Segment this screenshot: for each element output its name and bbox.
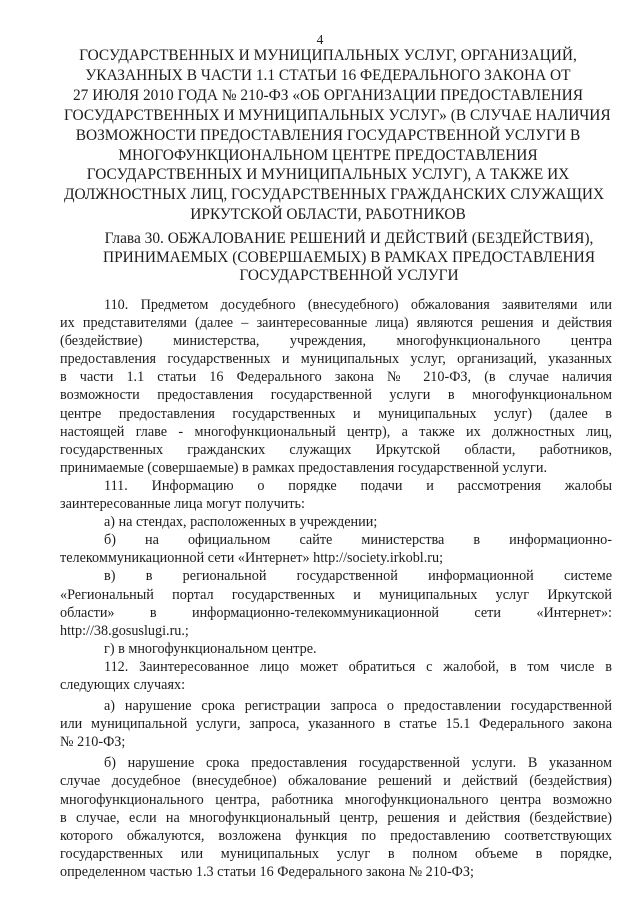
paragraph-110-line: 110. Предметом досудебного (внесудебного) обжалования заявителями или bbox=[104, 297, 612, 313]
list-item-a: № 210-ФЗ; bbox=[60, 734, 126, 751]
heading-line: ГОСУДАРСТВЕННЫХ И МУНИЦИПАЛЬНЫХ УСЛУГ, ОРГАНИЗАЦИЙ, bbox=[79, 47, 577, 64]
list-item-a: а) на стендах, расположенных в учреждении; bbox=[104, 514, 378, 531]
list-item-b: государственных или муниципальных услуг в полном объеме в порядке, bbox=[60, 845, 612, 862]
list-item-b: случае досудебное (внесудебное) обжалование решений и действий (бездействия) bbox=[60, 773, 612, 790]
heading-line: ИРКУТСКОЙ ОБЛАСТИ, РАБОТНИКОВ bbox=[190, 206, 466, 224]
list-item-v: области» в информационно-телекоммуникационной сети «Интернет»: bbox=[60, 604, 612, 621]
list-item-a: а) нарушение срока регистрации запроса о предоставлении государственной bbox=[104, 698, 612, 715]
paragraph-110-line: принимаемые (совершаемые) в рамках предоставления государственной услуги. bbox=[60, 459, 548, 476]
chapter-title-line: ГОСУДАРСТВЕННОЙ УСЛУГИ bbox=[239, 267, 459, 285]
paragraph-110-line: государственных гражданских служащих Иркутской области, работников, bbox=[60, 441, 612, 458]
heading-line: ДОЛЖНОСТНЫХ ЛИЦ, ГОСУДАРСТВЕННЫХ ГРАЖДАНСКИХ СЛУЖАЩИХ bbox=[64, 186, 605, 204]
list-item-v: «Региональный портал государственных и муниципальных услуг Иркутской bbox=[60, 586, 612, 603]
paragraph-112-line: следующих случаях: bbox=[60, 676, 186, 693]
list-item-b: которого обжалуются, возложена функция по предоставлению соответствующих bbox=[60, 827, 612, 844]
list-item-g: г) в многофункциональном центре. bbox=[104, 640, 317, 657]
paragraph-110-line: предоставления государственных и муниципальных услуг, организаций, указанных bbox=[60, 351, 612, 368]
paragraph-110-line: (бездействие) министерства, учреждения, многофункционального центра bbox=[60, 333, 612, 350]
page-number: 4 bbox=[316, 32, 324, 47]
paragraph-111-line: заинтересованные лица могут получить: bbox=[60, 496, 305, 513]
list-item-a: или муниципальной услуги, запроса, указанного в статье 15.1 Федерального закона bbox=[60, 716, 612, 733]
body-text bbox=[60, 296, 612, 881]
list-item-b: в случае, если на многофункциональный центр, решения и действия (бездействие) bbox=[60, 809, 612, 826]
heading-line: УКАЗАННЫХ В ЧАСТИ 1.1 СТАТЬИ 16 ФЕДЕРАЛЬНОГО ЗАКОНА ОТ bbox=[85, 66, 571, 84]
list-item-b: б) на официальном сайте министерства в информационно- bbox=[104, 532, 612, 549]
paragraph-110-line: их представителями (далее – заинтересованные лица) являются решения и действия bbox=[60, 315, 612, 332]
paragraph-111-line: 111. Информацию о порядке подачи и рассмотрения жалобы bbox=[104, 477, 612, 494]
heading-line: ГОСУДАРСТВЕННЫХ И МУНИЦИПАЛЬНЫХ УСЛУГ), А ТАКЖЕ ИХ bbox=[86, 166, 570, 184]
list-item-v: в) в региональной государственной информационной системе bbox=[104, 568, 612, 585]
paragraph-110-line: в части 1.1 статьи 16 Федерального закона № 210-ФЗ, (в случае наличия bbox=[60, 369, 612, 386]
list-item-b: определенном частью 1.3 статьи 16 Федерального закона № 210-ФЗ; bbox=[60, 863, 474, 880]
heading-line: МНОГОФУНКЦИОНАЛЬНОМ ЦЕНТРЕ ПРЕДОСТАВЛЕНИЯ bbox=[118, 146, 538, 164]
heading-line: ГОСУДАРСТВЕННЫХ И МУНИЦИПАЛЬНЫХ УСЛУГ» (В СЛУЧАЕ НАЛИЧИЯ bbox=[64, 106, 611, 124]
list-item-v: http://38.gosuslugi.ru.; bbox=[60, 622, 189, 639]
heading-line: 27 ИЮЛЯ 2010 ГОДА № 210-ФЗ «ОБ ОРГАНИЗАЦИИ ПРЕДОСТАВЛЕНИЯ bbox=[72, 86, 584, 104]
paragraph-112-line: 112. Заинтересованное лицо может обратиться с жалобой, в том числе в bbox=[104, 658, 612, 675]
paragraph-110-line: возможности предоставления государственной услуги в многофункциональном bbox=[60, 387, 612, 404]
list-item-b: б) нарушение срока предоставления государственной услуги. В указанном bbox=[104, 755, 612, 772]
chapter-title-line: ПРИНИМАЕМЫХ (СОВЕРШАЕМЫХ) В РАМКАХ ПРЕДОСТАВЛЕНИЯ bbox=[102, 248, 595, 266]
chapter-title-line: Глава 30. ОБЖАЛОВАНИЕ РЕШЕНИЙ И ДЕЙСТВИЙ (БЕЗДЕЙСТВИЯ), bbox=[104, 230, 594, 247]
paragraph-110-line: центре предоставления государственных и муниципальных услуг) (далее в bbox=[60, 405, 612, 422]
chapter-title bbox=[96, 230, 602, 286]
list-item-b: телекоммуникационной сети «Интернет» http://society.irkobl.ru; bbox=[60, 550, 444, 567]
list-item-b: многофункционального центра, работника многофункционального центра возможно bbox=[60, 791, 612, 808]
paragraph-110-line: настоящей главе - многофункциональный центр), а также их должностных лиц, bbox=[60, 423, 612, 440]
heading-line: ВОЗМОЖНОСТИ ПРЕДОСТАВЛЕНИЯ ГОСУДАРСТВЕННОЙ УСЛУГИ В bbox=[75, 126, 581, 144]
section-heading bbox=[64, 46, 611, 225]
